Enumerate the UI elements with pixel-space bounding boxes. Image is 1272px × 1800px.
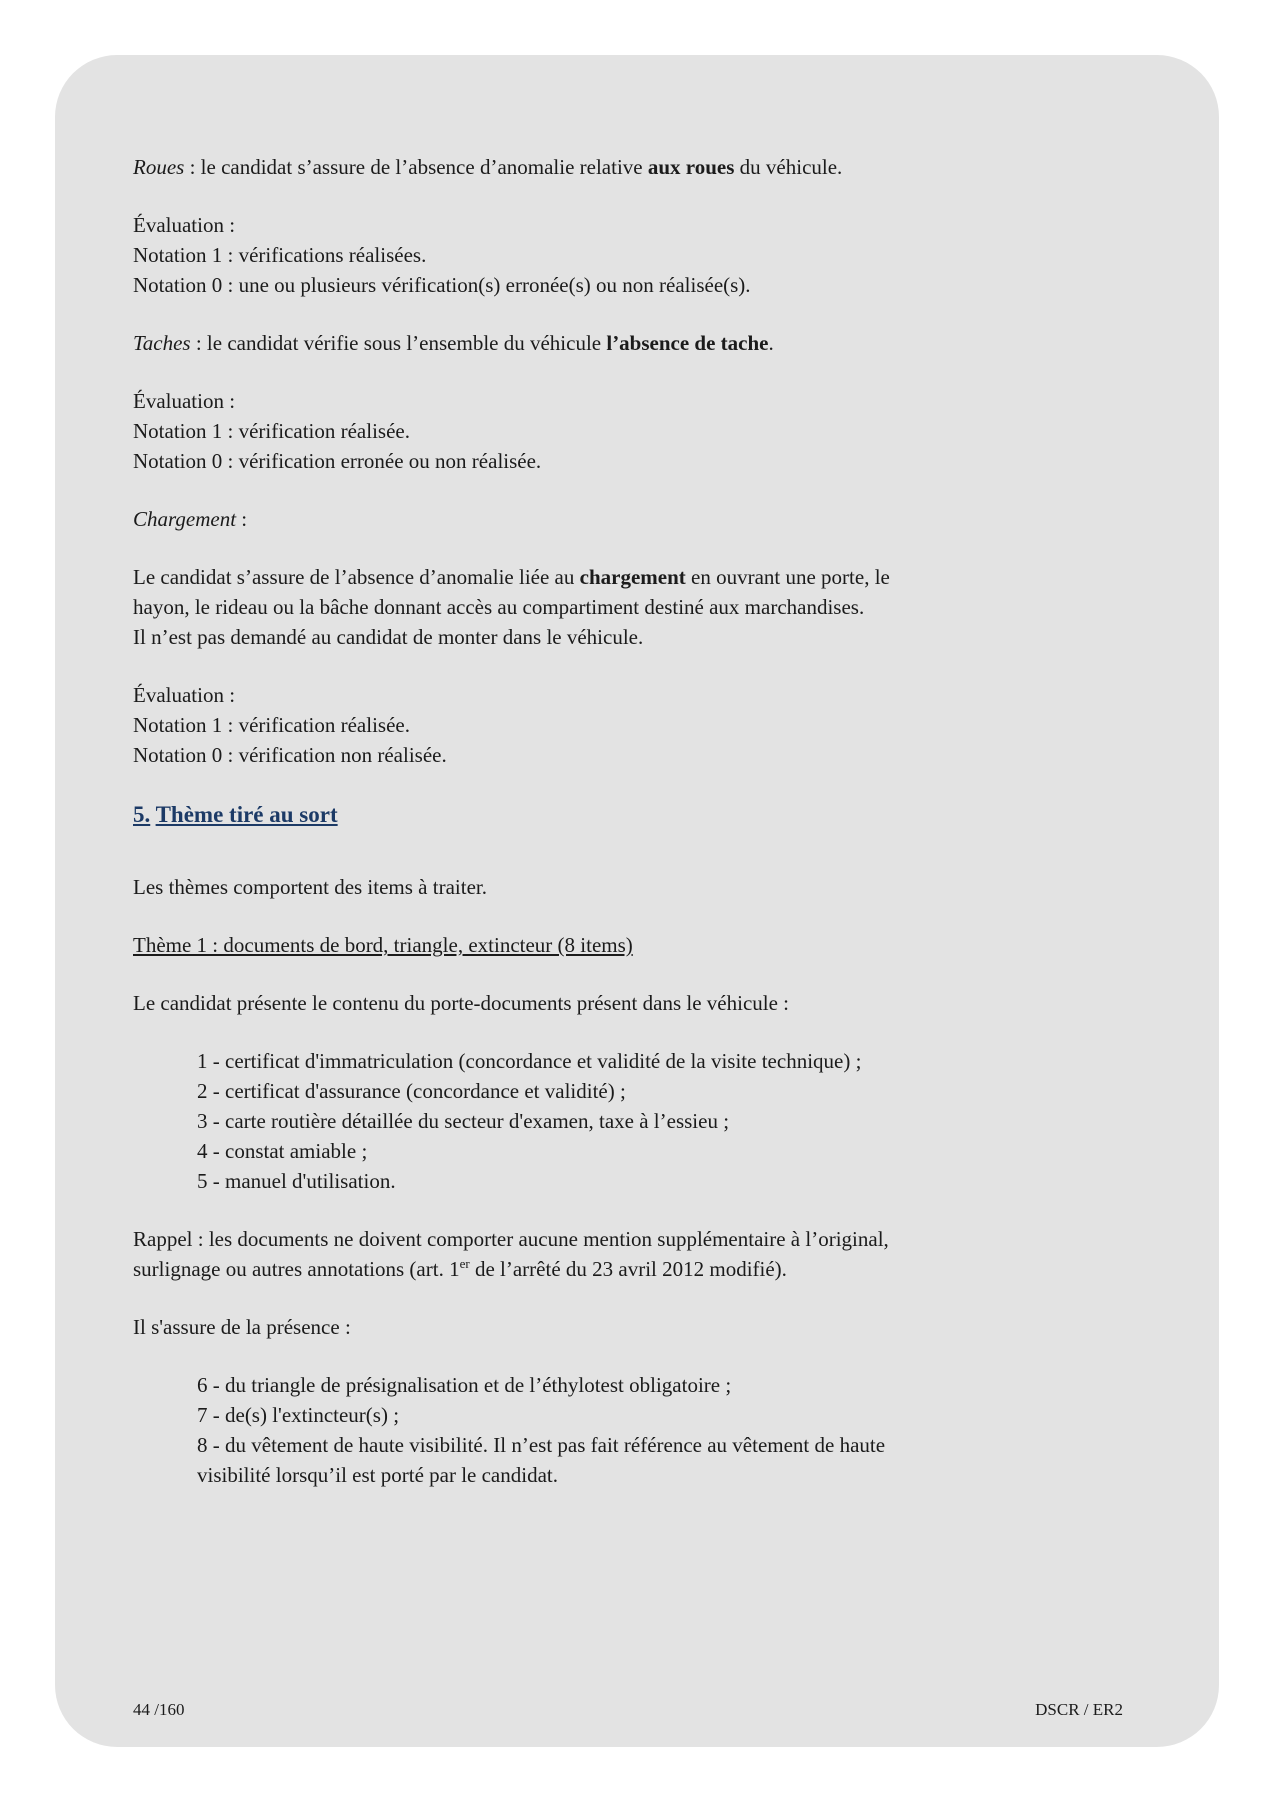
notation-0: Notation 0 : vérification erronée ou non réalisée. [133, 449, 542, 473]
rappel-pre: surlignage ou autres annotations (art. 1 [133, 1257, 460, 1281]
paragraph-rappel [133, 1224, 1159, 1284]
document-page [55, 55, 1219, 1747]
evaluation-title: Évaluation : [133, 213, 236, 237]
list-item: 7 - de(s) l'extincteur(s) ; [197, 1403, 400, 1427]
chargement-bold: chargement [579, 565, 686, 589]
paragraph-taches [133, 328, 1159, 358]
list-item: 3 - carte routière détaillée du secteur d'examen, taxe à l’essieu ; [197, 1109, 730, 1133]
notation-1: Notation 1 : vérification réalisée. [133, 713, 410, 737]
list-item: 2 - certificat d'assurance (concordance et validité) ; [197, 1079, 626, 1103]
paragraph-les-themes: Les thèmes comportent des items à traiter. [133, 875, 487, 899]
evaluation-block-chargement [133, 680, 1159, 770]
taches-end: . [768, 331, 774, 355]
list-item: 5 - manuel d'utilisation. [197, 1169, 396, 1193]
rappel-line-1: Rappel : les documents ne doivent comporter aucune mention supplémentaire à l’original, [133, 1227, 889, 1251]
paragraph-roues [133, 152, 1159, 182]
page-number: 44 /160 [133, 1700, 185, 1719]
taches-text: : le candidat vérifie sous l’ensemble du véhicule [190, 331, 607, 355]
roues-end: du véhicule. [734, 155, 843, 179]
evaluation-title: Évaluation : [133, 389, 236, 413]
paragraph-il-sassure: Il s'assure de la présence : [133, 1315, 351, 1339]
notation-0: Notation 0 : vérification non réalisée. [133, 743, 447, 767]
chargement-pre: Le candidat s’assure de l’absence d’anomalie liée au [133, 565, 580, 589]
chargement-post: en ouvrant une porte, le [685, 565, 890, 589]
rappel-post: de l’arrêté du 23 avril 2012 modifié). [469, 1257, 787, 1281]
theme1-subheading: Thème 1 : documents de bord, triangle, extincteur (8 items) [133, 933, 633, 957]
notation-0: Notation 0 : une ou plusieurs vérification(s) erronée(s) ou non réalisée(s). [133, 273, 751, 297]
list-item: 4 - constat amiable ; [197, 1139, 368, 1163]
paragraph-candidat-presente: Le candidat présente le contenu du porte-documents présent dans le véhicule : [133, 991, 790, 1015]
notation-1: Notation 1 : vérification réalisée. [133, 419, 410, 443]
section-heading-theme-tire-au-sort [133, 798, 1159, 832]
evaluation-block-taches [133, 386, 1159, 476]
document-content [133, 152, 1159, 1490]
documents-list [197, 1046, 1159, 1196]
chargement-label [133, 504, 1159, 534]
list-item: 1 - certificat d'immatriculation (concordance et validité de la visite technique) ; [197, 1049, 862, 1073]
taches-bold: l’absence de tache [606, 331, 769, 355]
chargement-line-2: hayon, le rideau ou la bâche donnant accès au compartiment destiné aux marchandises. [133, 595, 865, 619]
rappel-superscript: er [459, 1256, 470, 1271]
chargement-word: Chargement [133, 507, 237, 531]
roues-label: Roues [133, 155, 185, 179]
evaluation-block-roues [133, 210, 1159, 300]
heading-title: Thème tiré au sort [155, 802, 338, 827]
evaluation-title: Évaluation : [133, 683, 236, 707]
presence-list [197, 1370, 1159, 1490]
page-footer [133, 1700, 1123, 1720]
roues-text: : le candidat s’assure de l’absence d’anomalie relative [184, 155, 648, 179]
item8-line-1: 8 - du vêtement de haute visibilité. Il n’est pas fait référence au vêtement de haute [197, 1433, 886, 1457]
notation-1: Notation 1 : vérifications réalisées. [133, 243, 427, 267]
paragraph-chargement [133, 562, 1159, 652]
document-reference: DSCR / ER2 [1035, 1700, 1123, 1719]
rappel-line-2 [133, 1254, 1159, 1284]
chargement-line-3: Il n’est pas demandé au candidat de monter dans le véhicule. [133, 625, 644, 649]
chargement-colon: : [236, 507, 248, 531]
taches-label: Taches [133, 331, 191, 355]
chargement-line-1 [133, 562, 1159, 592]
list-item [197, 1430, 1159, 1490]
item8-line-2: visibilité lorsqu’il est porté par le candidat. [197, 1463, 558, 1487]
roues-bold: aux roues [647, 155, 735, 179]
heading-number: 5. [133, 802, 151, 827]
list-item: 6 - du triangle de présignalisation et de l’éthylotest obligatoire ; [197, 1373, 732, 1397]
